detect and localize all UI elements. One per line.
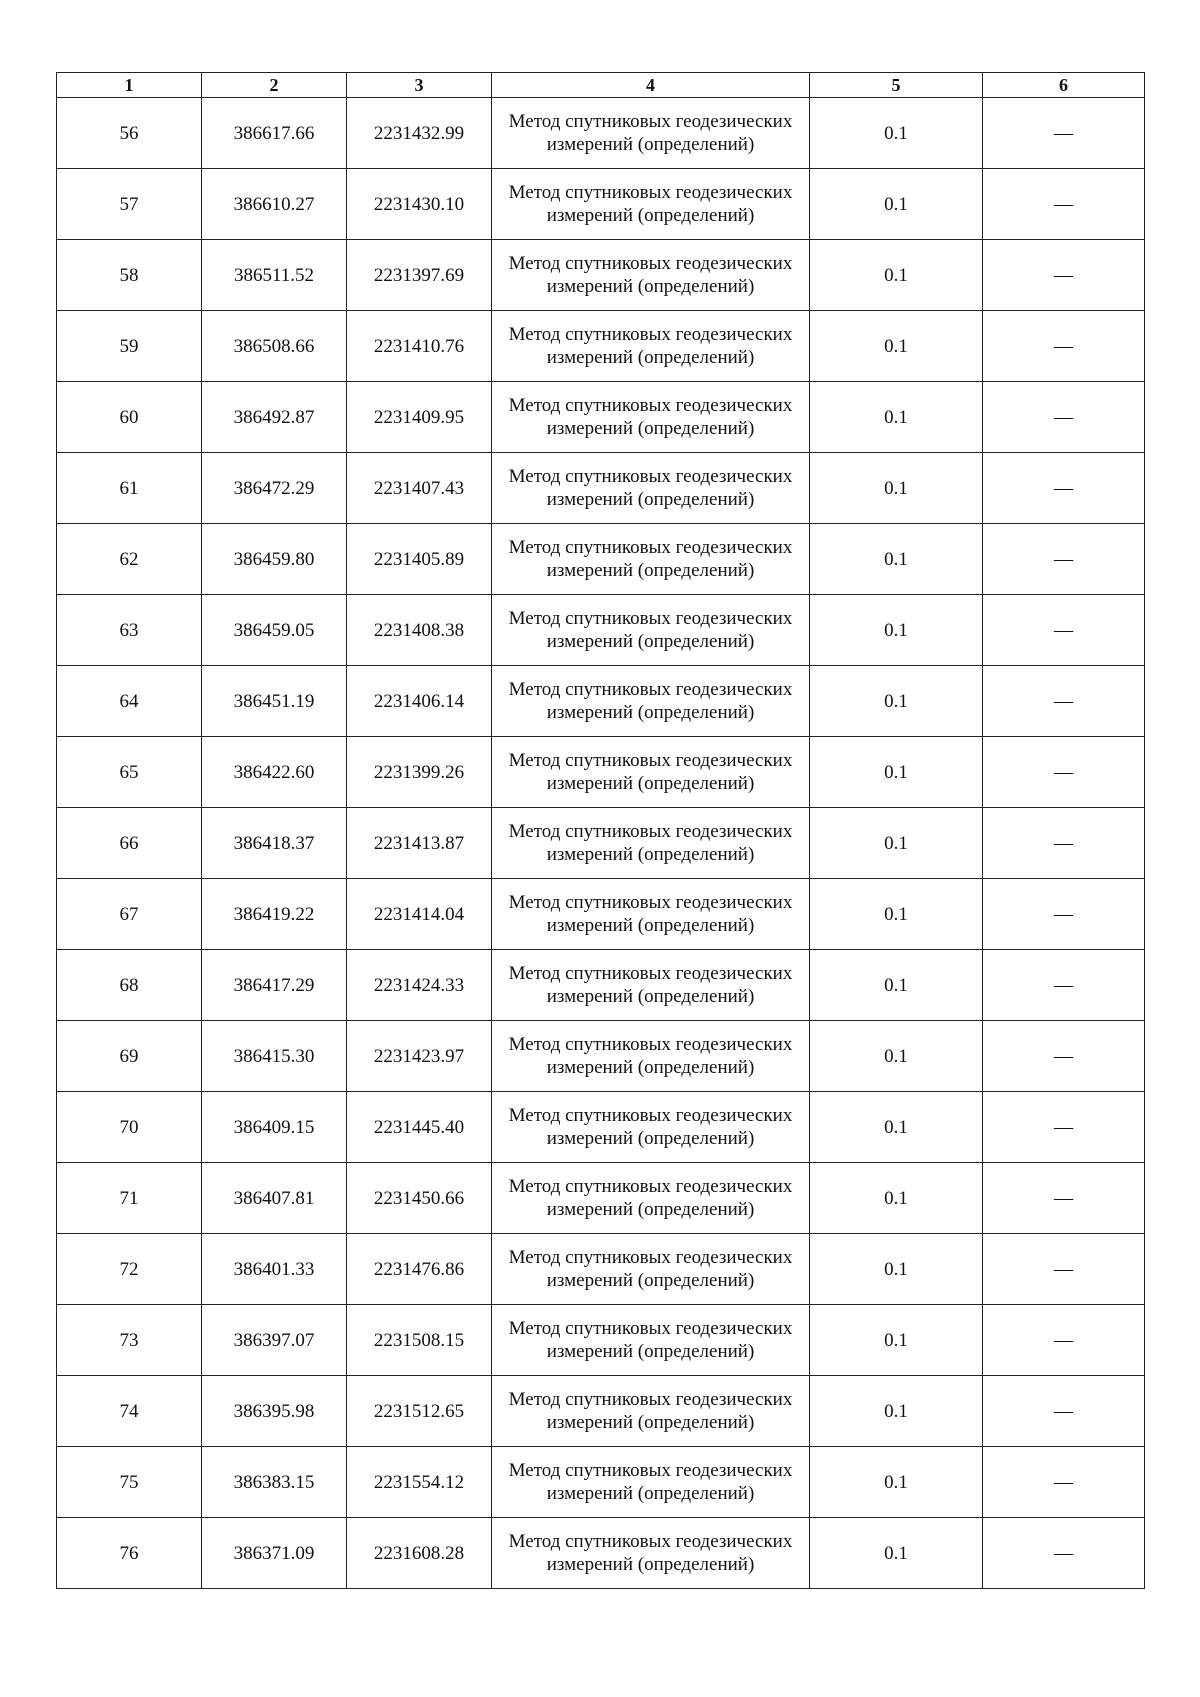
description-cell: — (983, 524, 1145, 595)
accuracy-cell: 0.1 (810, 524, 983, 595)
column-header-2: 2 (202, 73, 347, 98)
description-cell: — (983, 240, 1145, 311)
method-cell: Метод спутниковых геодезических измерений (определений) (492, 950, 810, 1021)
point-number-cell: 66 (57, 808, 202, 879)
point-number-cell: 73 (57, 1305, 202, 1376)
table-row (57, 1447, 1145, 1518)
accuracy-cell: 0.1 (810, 169, 983, 240)
point-number-cell: 71 (57, 1163, 202, 1234)
description-cell: — (983, 666, 1145, 737)
point-number-cell: 67 (57, 879, 202, 950)
method-cell: Метод спутниковых геодезических измерений (определений) (492, 737, 810, 808)
point-number-cell: 65 (57, 737, 202, 808)
accuracy-cell: 0.1 (810, 1163, 983, 1234)
method-cell: Метод спутниковых геодезических измерений (определений) (492, 1447, 810, 1518)
table-row (57, 1163, 1145, 1234)
accuracy-cell: 0.1 (810, 382, 983, 453)
accuracy-cell: 0.1 (810, 1234, 983, 1305)
y-coordinate-cell: 2231430.10 (347, 169, 492, 240)
accuracy-cell: 0.1 (810, 1092, 983, 1163)
y-coordinate-cell: 2231450.66 (347, 1163, 492, 1234)
y-coordinate-cell: 2231407.43 (347, 453, 492, 524)
y-coordinate-cell: 2231432.99 (347, 98, 492, 169)
point-number-cell: 64 (57, 666, 202, 737)
x-coordinate-cell: 386508.66 (202, 311, 347, 382)
point-number-cell: 60 (57, 382, 202, 453)
coordinates-table (56, 72, 1145, 1589)
method-cell: Метод спутниковых геодезических измерений (определений) (492, 1376, 810, 1447)
table-row (57, 524, 1145, 595)
description-cell: — (983, 1021, 1145, 1092)
accuracy-cell: 0.1 (810, 98, 983, 169)
y-coordinate-cell: 2231413.87 (347, 808, 492, 879)
accuracy-cell: 0.1 (810, 1305, 983, 1376)
method-cell: Метод спутниковых геодезических измерений (определений) (492, 595, 810, 666)
point-number-cell: 68 (57, 950, 202, 1021)
method-cell: Метод спутниковых геодезических измерений (определений) (492, 1092, 810, 1163)
point-number-cell: 59 (57, 311, 202, 382)
table-row (57, 453, 1145, 524)
column-header-5: 5 (810, 73, 983, 98)
column-header-4: 4 (492, 73, 810, 98)
method-cell: Метод спутниковых геодезических измерений (определений) (492, 524, 810, 595)
accuracy-cell: 0.1 (810, 808, 983, 879)
method-cell: Метод спутниковых геодезических измерений (определений) (492, 169, 810, 240)
table-body (57, 98, 1145, 1589)
x-coordinate-cell: 386459.05 (202, 595, 347, 666)
y-coordinate-cell: 2231409.95 (347, 382, 492, 453)
x-coordinate-cell: 386451.19 (202, 666, 347, 737)
description-cell: — (983, 1163, 1145, 1234)
description-cell: — (983, 808, 1145, 879)
point-number-cell: 62 (57, 524, 202, 595)
table-row (57, 382, 1145, 453)
table-row (57, 1376, 1145, 1447)
method-cell: Метод спутниковых геодезических измерений (определений) (492, 666, 810, 737)
accuracy-cell: 0.1 (810, 453, 983, 524)
x-coordinate-cell: 386383.15 (202, 1447, 347, 1518)
accuracy-cell: 0.1 (810, 1021, 983, 1092)
accuracy-cell: 0.1 (810, 595, 983, 666)
table-row (57, 737, 1145, 808)
method-cell: Метод спутниковых геодезических измерений (определений) (492, 1021, 810, 1092)
y-coordinate-cell: 2231424.33 (347, 950, 492, 1021)
method-cell: Метод спутниковых геодезических измерений (определений) (492, 311, 810, 382)
table-row (57, 1305, 1145, 1376)
table-row (57, 879, 1145, 950)
table-row (57, 311, 1145, 382)
table-row (57, 240, 1145, 311)
point-number-cell: 69 (57, 1021, 202, 1092)
y-coordinate-cell: 2231399.26 (347, 737, 492, 808)
x-coordinate-cell: 386409.15 (202, 1092, 347, 1163)
x-coordinate-cell: 386418.37 (202, 808, 347, 879)
x-coordinate-cell: 386419.22 (202, 879, 347, 950)
table-row (57, 950, 1145, 1021)
point-number-cell: 63 (57, 595, 202, 666)
accuracy-cell: 0.1 (810, 666, 983, 737)
table-row (57, 1021, 1145, 1092)
table-row (57, 1092, 1145, 1163)
x-coordinate-cell: 386492.87 (202, 382, 347, 453)
table-header (57, 73, 1145, 98)
y-coordinate-cell: 2231406.14 (347, 666, 492, 737)
description-cell: — (983, 1305, 1145, 1376)
y-coordinate-cell: 2231410.76 (347, 311, 492, 382)
table-row (57, 169, 1145, 240)
y-coordinate-cell: 2231397.69 (347, 240, 492, 311)
point-number-cell: 76 (57, 1518, 202, 1589)
accuracy-cell: 0.1 (810, 1376, 983, 1447)
accuracy-cell: 0.1 (810, 737, 983, 808)
y-coordinate-cell: 2231445.40 (347, 1092, 492, 1163)
x-coordinate-cell: 386417.29 (202, 950, 347, 1021)
description-cell: — (983, 1518, 1145, 1589)
method-cell: Метод спутниковых геодезических измерений (определений) (492, 453, 810, 524)
point-number-cell: 75 (57, 1447, 202, 1518)
method-cell: Метод спутниковых геодезических измерений (определений) (492, 240, 810, 311)
method-cell: Метод спутниковых геодезических измерений (определений) (492, 1163, 810, 1234)
method-cell: Метод спутниковых геодезических измерений (определений) (492, 98, 810, 169)
description-cell: — (983, 169, 1145, 240)
y-coordinate-cell: 2231414.04 (347, 879, 492, 950)
method-cell: Метод спутниковых геодезических измерений (определений) (492, 1234, 810, 1305)
method-cell: Метод спутниковых геодезических измерений (определений) (492, 1518, 810, 1589)
x-coordinate-cell: 386511.52 (202, 240, 347, 311)
x-coordinate-cell: 386371.09 (202, 1518, 347, 1589)
accuracy-cell: 0.1 (810, 1518, 983, 1589)
point-number-cell: 70 (57, 1092, 202, 1163)
description-cell: — (983, 879, 1145, 950)
point-number-cell: 72 (57, 1234, 202, 1305)
x-coordinate-cell: 386472.29 (202, 453, 347, 524)
y-coordinate-cell: 2231508.15 (347, 1305, 492, 1376)
point-number-cell: 58 (57, 240, 202, 311)
column-header-6: 6 (983, 73, 1145, 98)
method-cell: Метод спутниковых геодезических измерений (определений) (492, 879, 810, 950)
y-coordinate-cell: 2231476.86 (347, 1234, 492, 1305)
accuracy-cell: 0.1 (810, 311, 983, 382)
y-coordinate-cell: 2231423.97 (347, 1021, 492, 1092)
description-cell: — (983, 1447, 1145, 1518)
table-row (57, 98, 1145, 169)
x-coordinate-cell: 386401.33 (202, 1234, 347, 1305)
method-cell: Метод спутниковых геодезических измерений (определений) (492, 808, 810, 879)
point-number-cell: 74 (57, 1376, 202, 1447)
x-coordinate-cell: 386397.07 (202, 1305, 347, 1376)
y-coordinate-cell: 2231405.89 (347, 524, 492, 595)
column-header-3: 3 (347, 73, 492, 98)
accuracy-cell: 0.1 (810, 1447, 983, 1518)
x-coordinate-cell: 386422.60 (202, 737, 347, 808)
method-cell: Метод спутниковых геодезических измерений (определений) (492, 382, 810, 453)
x-coordinate-cell: 386617.66 (202, 98, 347, 169)
point-number-cell: 57 (57, 169, 202, 240)
description-cell: — (983, 950, 1145, 1021)
point-number-cell: 56 (57, 98, 202, 169)
table-row (57, 595, 1145, 666)
description-cell: — (983, 382, 1145, 453)
x-coordinate-cell: 386610.27 (202, 169, 347, 240)
x-coordinate-cell: 386395.98 (202, 1376, 347, 1447)
accuracy-cell: 0.1 (810, 879, 983, 950)
y-coordinate-cell: 2231512.65 (347, 1376, 492, 1447)
description-cell: — (983, 98, 1145, 169)
description-cell: — (983, 1376, 1145, 1447)
description-cell: — (983, 311, 1145, 382)
y-coordinate-cell: 2231608.28 (347, 1518, 492, 1589)
x-coordinate-cell: 386459.80 (202, 524, 347, 595)
table-row (57, 666, 1145, 737)
column-header-1: 1 (57, 73, 202, 98)
point-number-cell: 61 (57, 453, 202, 524)
description-cell: — (983, 453, 1145, 524)
accuracy-cell: 0.1 (810, 240, 983, 311)
table-row (57, 1518, 1145, 1589)
table-row (57, 1234, 1145, 1305)
description-cell: — (983, 595, 1145, 666)
y-coordinate-cell: 2231554.12 (347, 1447, 492, 1518)
header-row (57, 73, 1145, 98)
description-cell: — (983, 1092, 1145, 1163)
x-coordinate-cell: 386407.81 (202, 1163, 347, 1234)
description-cell: — (983, 737, 1145, 808)
accuracy-cell: 0.1 (810, 950, 983, 1021)
description-cell: — (983, 1234, 1145, 1305)
x-coordinate-cell: 386415.30 (202, 1021, 347, 1092)
table-row (57, 808, 1145, 879)
method-cell: Метод спутниковых геодезических измерений (определений) (492, 1305, 810, 1376)
y-coordinate-cell: 2231408.38 (347, 595, 492, 666)
